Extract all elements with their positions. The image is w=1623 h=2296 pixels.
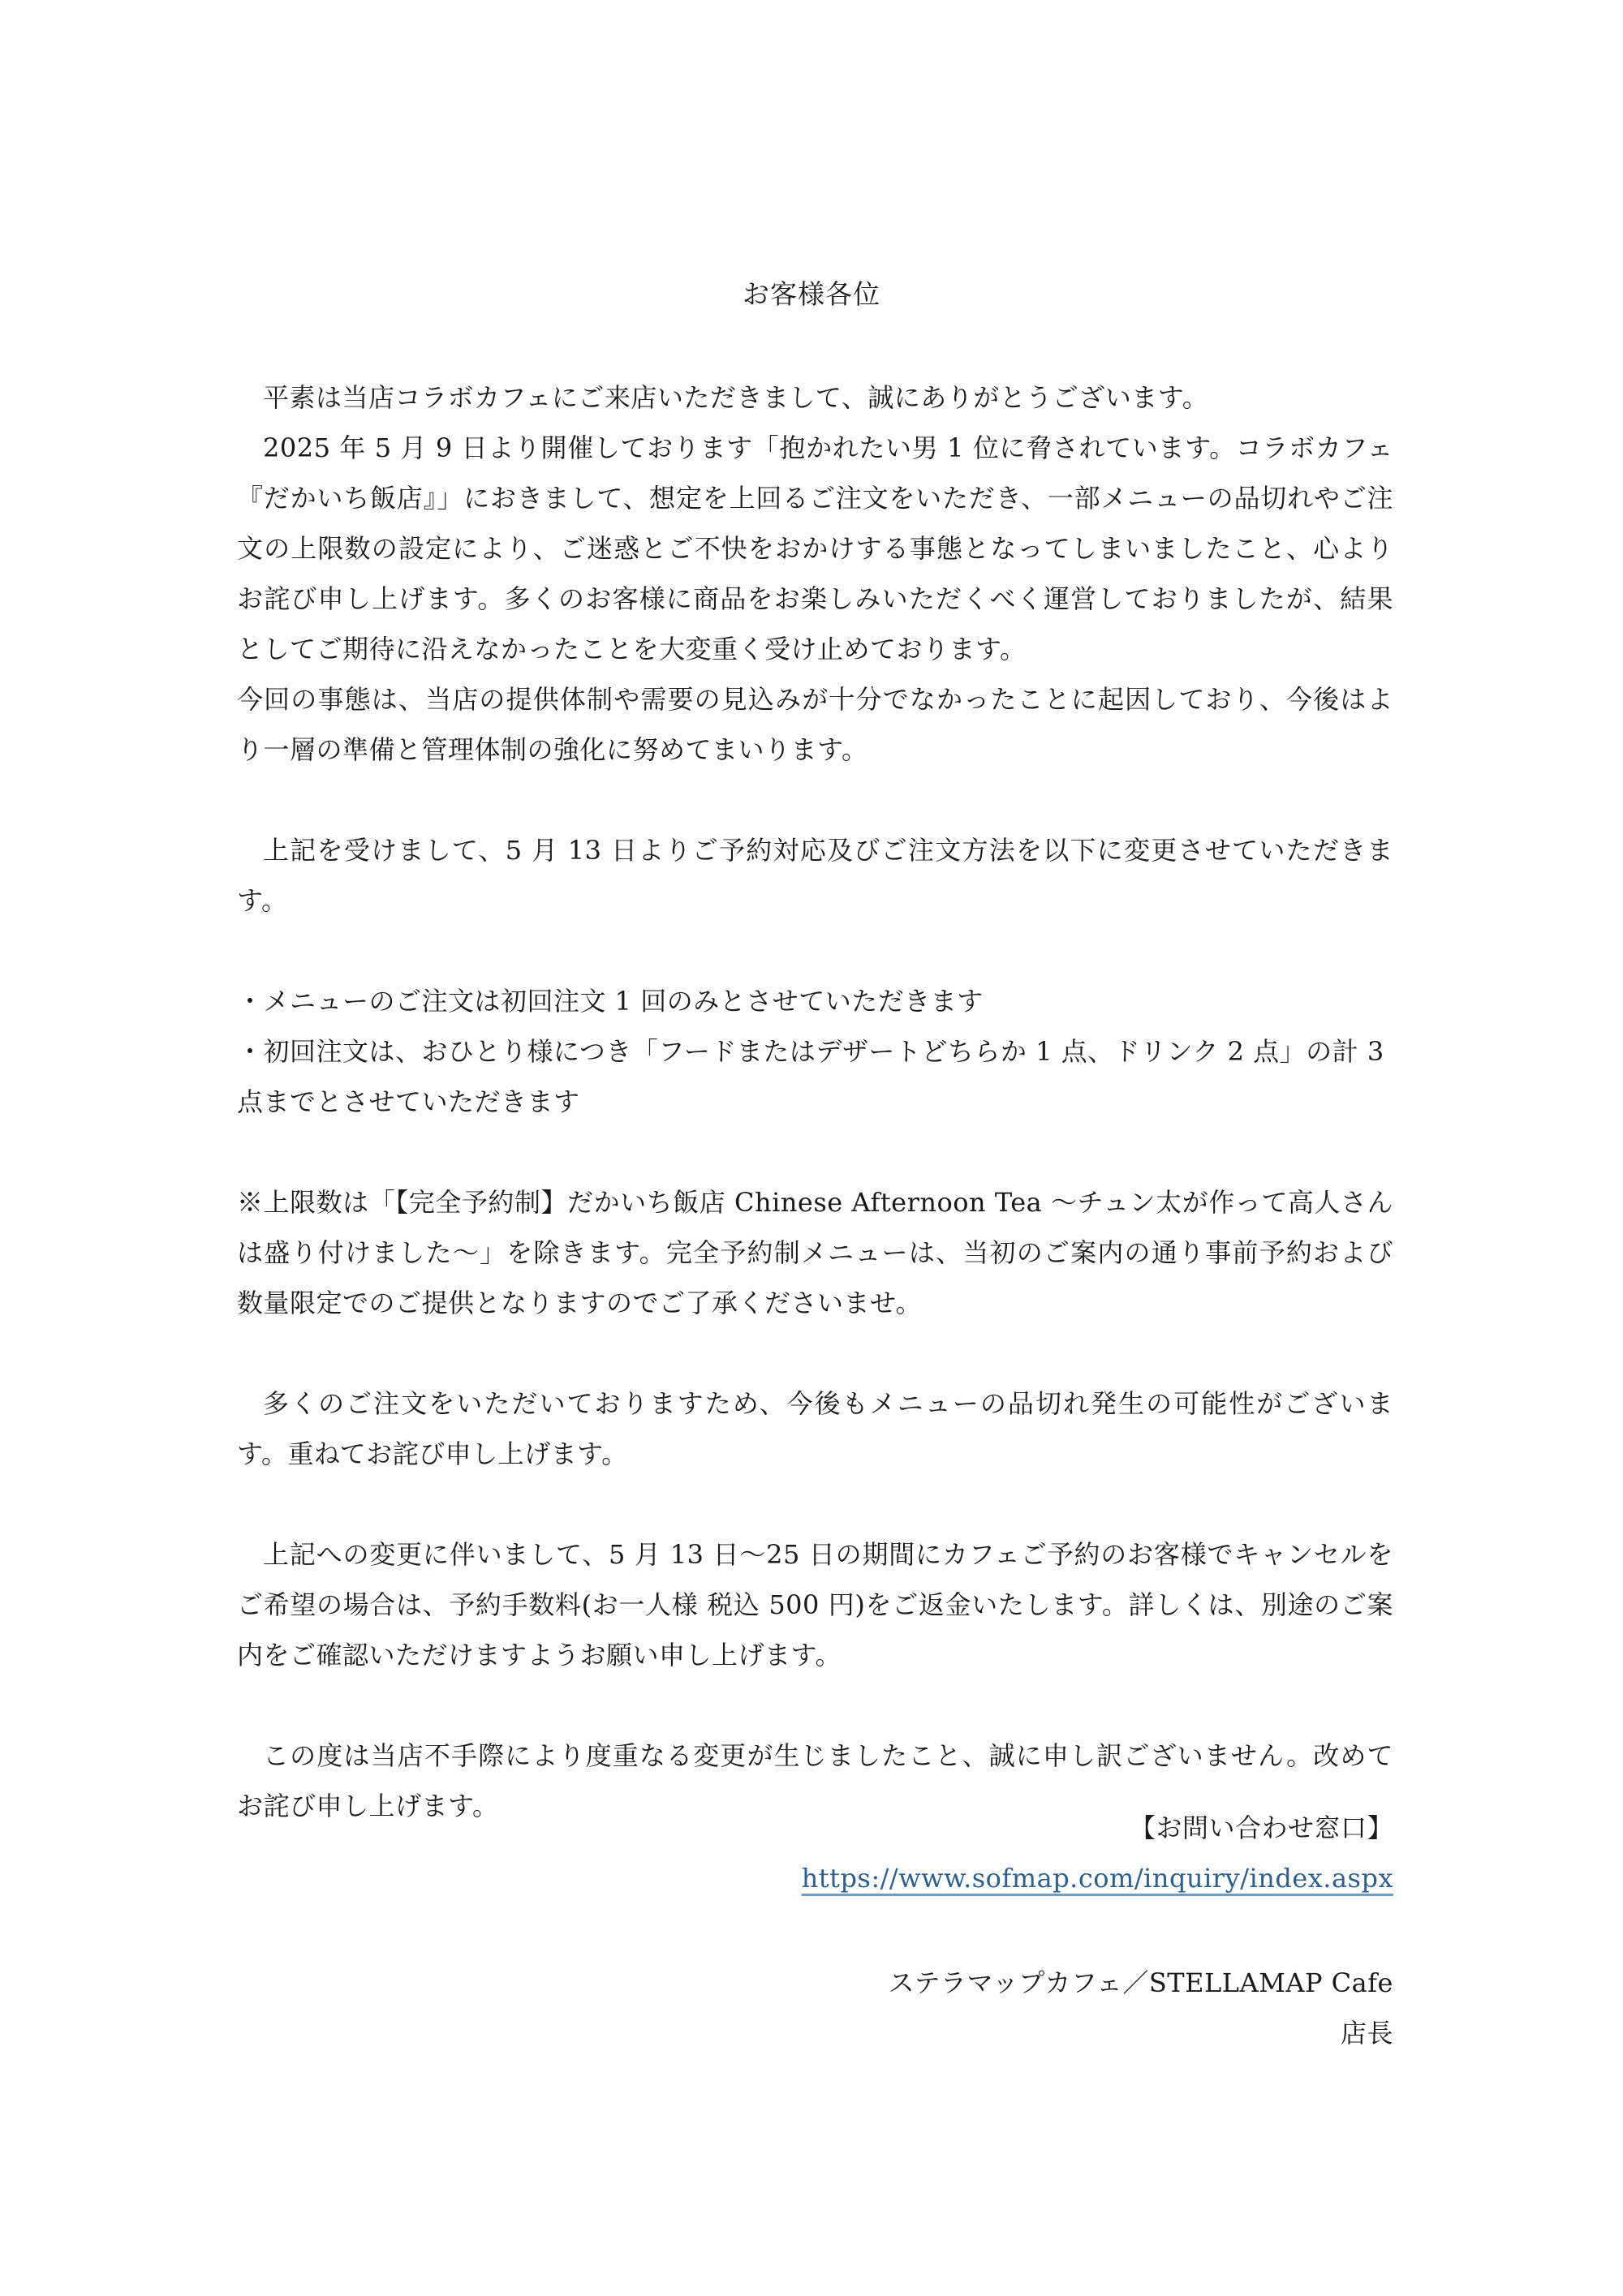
change-intro-paragraph: 上記を受けまして、5 月 13 日よりご予約対応及びご注文方法を以下に変更させていただきます。 — [237, 835, 1393, 916]
signer-role: 店長 — [1340, 2018, 1393, 2049]
signature-block — [889, 1958, 1393, 2058]
exception-note-paragraph: ※上限数は「【完全予約制】だかいち飯店 Chinese Afternoon Tea ～チュン太が作って高人さんは盛り付けました～」を除きます。完全予約制メニューは、当初のご案内の通り事前予約および数量限定でのご提供となりますのでご了承くださいませ。 — [237, 1187, 1393, 1318]
spacer — [237, 1328, 1393, 1378]
salutation: お客様各位 — [743, 278, 880, 310]
closing-paragraph: この度は当店不手際により度重なる変更が生じましたこと、誠に申し訳ございません。改めてお詫び申し上げます。 — [237, 1740, 1393, 1821]
spacer — [237, 775, 1393, 825]
spacer — [237, 1127, 1393, 1177]
contact-section — [802, 1803, 1393, 1903]
refund-paragraph: 上記への変更に伴いまして、5 月 13 日～25 日の期間にカフェご予約のお客様でキャンセルをご希望の場合は、予約手数料(お一人様 税込 500 円)をご返金いたします。詳しくは、別途のご案内をご確認いただけますようお願い申し上げます。 — [237, 1539, 1393, 1670]
opening-paragraph: 平素は当店コラボカフェにご来店いただきまして、誠にありがとうございます。 — [263, 382, 1209, 413]
inquiry-link[interactable]: https://www.sofmap.com/inquiry/index.aspx — [801, 1863, 1393, 1894]
letter-body — [237, 372, 1393, 1831]
bullet-item-order-limit: ・メニューのご注文は初回注文 1 回のみとさせていただきます — [237, 986, 984, 1017]
spacer — [237, 1479, 1393, 1529]
contact-label: 【お問い合わせ窓口】 — [1129, 1812, 1393, 1843]
cause-paragraph: 今回の事態は、当店の提供体制や需要の見込みが十分でなかったことに起因しており、今後はより一層の準備と管理体制の強化に努めてまいります。 — [237, 684, 1393, 765]
store-name: ステラマップカフェ／STELLAMAP Cafe — [888, 1967, 1393, 1998]
bullet-item-quantity-limit: ・初回注文は、おひとり様につき「フードまたはデザートどちらか 1 点、ドリンク 2 点」の計 3 点までとさせていただきます — [237, 1036, 1384, 1117]
apology-paragraph: 2025 年 5 月 9 日より開催しております「抱かれたい男 1 位に脅されています。コラボカフェ『だかいち飯店』」におきまして、想定を上回るご注文をいただき、一部メニューの品切れやご注文の上限数の設定により、ご迷惑とご不快をおかけする事態となってしまいましたこと、心よりお詫び申し上げます。多くのお客様に商品をお楽しみいただくべく運営しておりましたが、結果としてご期待に沿えなかったことを大変重く受け止めております。 — [237, 432, 1393, 664]
spacer — [237, 926, 1393, 976]
stock-notice-paragraph: 多くのご注文をいただいておりますため、今後もメニューの品切れ発生の可能性がございます。重ねてお詫び申し上げます。 — [237, 1388, 1393, 1469]
spacer — [237, 1680, 1393, 1731]
